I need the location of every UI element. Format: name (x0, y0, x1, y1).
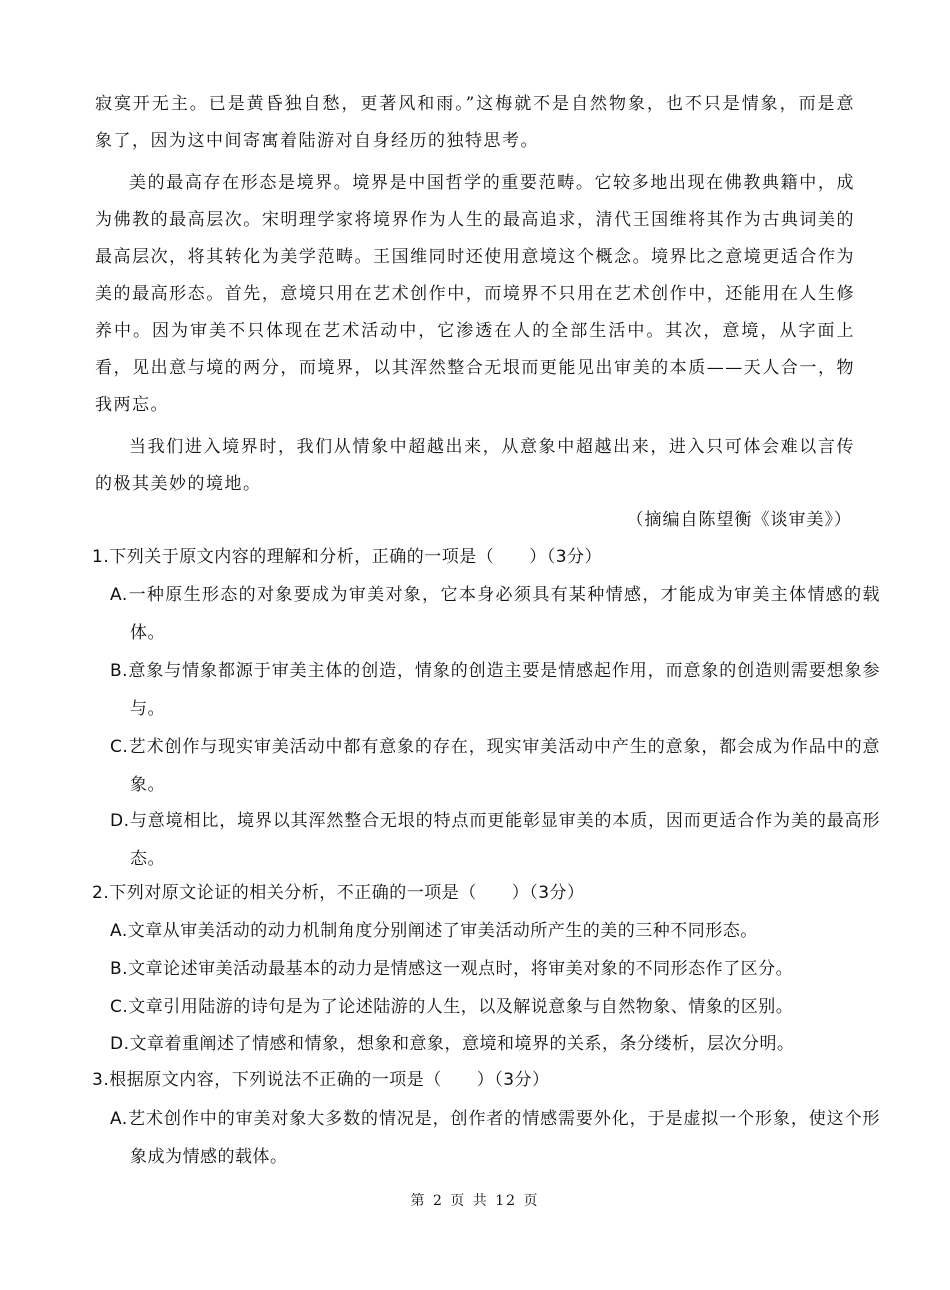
question-1-option-d: D.与意境相比，境界以其浑然整合无垠的特点而更能彰显审美的本质，因而更适合作为美的最高形态。 (110, 811, 880, 869)
question-1-option-c: C.艺术创作与现实审美活动中都有意象的存在，现实审美活动中产生的意象，都会成为作品中的意象。 (110, 737, 880, 795)
passage-paragraph-1: 美的最高存在形态是境界。境界是中国哲学的重要范畴。它较多地出现在佛教典籍中，成为佛教的最高层次。宋明理学家将境界作为人生的最高追求，清代王国维将其作为古典词美的最高层次，将其转化为美学范畴。王国维同时还使用意境这个概念。境界比之意境更适合作为美的最高形态。首先，意境只用在艺术创作中，而境界不只用在艺术创作中，还能用在人生修养中。因为审美不只体现在艺术活动中，它渗透在人的全部生活中。其次，意境，从字面上看，见出意与境的两分，而境界，以其浑然整合无垠而更能见出审美的本质——天人合一，物我两忘。 (95, 173, 855, 415)
question-2-option-d: D.文章着重阐述了情感和情象，想象和意象，意境和境界的关系，条分缕析，层次分明。 (110, 1034, 795, 1054)
question-1-option-a: A.一种原生形态的对象要成为审美对象，它本身必须具有某种情感，才能成为审美主体情感的载体。 (110, 585, 880, 643)
passage-paragraph-2: 当我们进入境界时，我们从情象中超越出来，从意象中超越出来，进入只可体会难以言传的极其美妙的境地。 (95, 437, 855, 494)
page-footer: 第 2 页 共 12 页 (410, 1193, 540, 1209)
question-1-stem: 1.下列关于原文内容的理解和分析，正确的一项是（ ）（3分） (92, 547, 603, 567)
question-2-stem: 2.下列对原文论证的相关分析，不正确的一项是（ ）（3分） (92, 883, 585, 903)
question-3-stem: 3.根据原文内容，下列说法不正确的一项是（ ）（3分） (92, 1070, 550, 1090)
question-3-option-a: A.艺术创作中的审美对象大多数的情况是，创作者的情感需要外化，于是虚拟一个形象，使这个形象成为情感的载体。 (110, 1109, 880, 1167)
passage-paragraph-0: 寂寞开无主。已是黄昏独自愁，更著风和雨。”这梅就不是自然物象，也不只是情象，而是意象了，因为这中间寄寓着陆游对自身经历的独特思考。 (95, 94, 855, 151)
question-2-option-b: B.文章论述审美活动最基本的动力是情感这一观点时，将审美对象的不同形态作了区分。 (110, 959, 794, 979)
passage-source: （摘编自陈望衡《谈审美》） (626, 510, 852, 530)
question-2-option-c: C.文章引用陆游的诗句是为了论述陆游的人生，以及解说意象与自然物象、情象的区别。 (110, 997, 794, 1017)
question-1-option-b: B.意象与情象都源于审美主体的创造，情象的创造主要是情感起作用，而意象的创造则需要想象参与。 (110, 661, 880, 719)
question-2-option-a: A.文章从审美活动的动力机制角度分别阐述了审美活动所产生的美的三种不同形态。 (110, 921, 758, 941)
